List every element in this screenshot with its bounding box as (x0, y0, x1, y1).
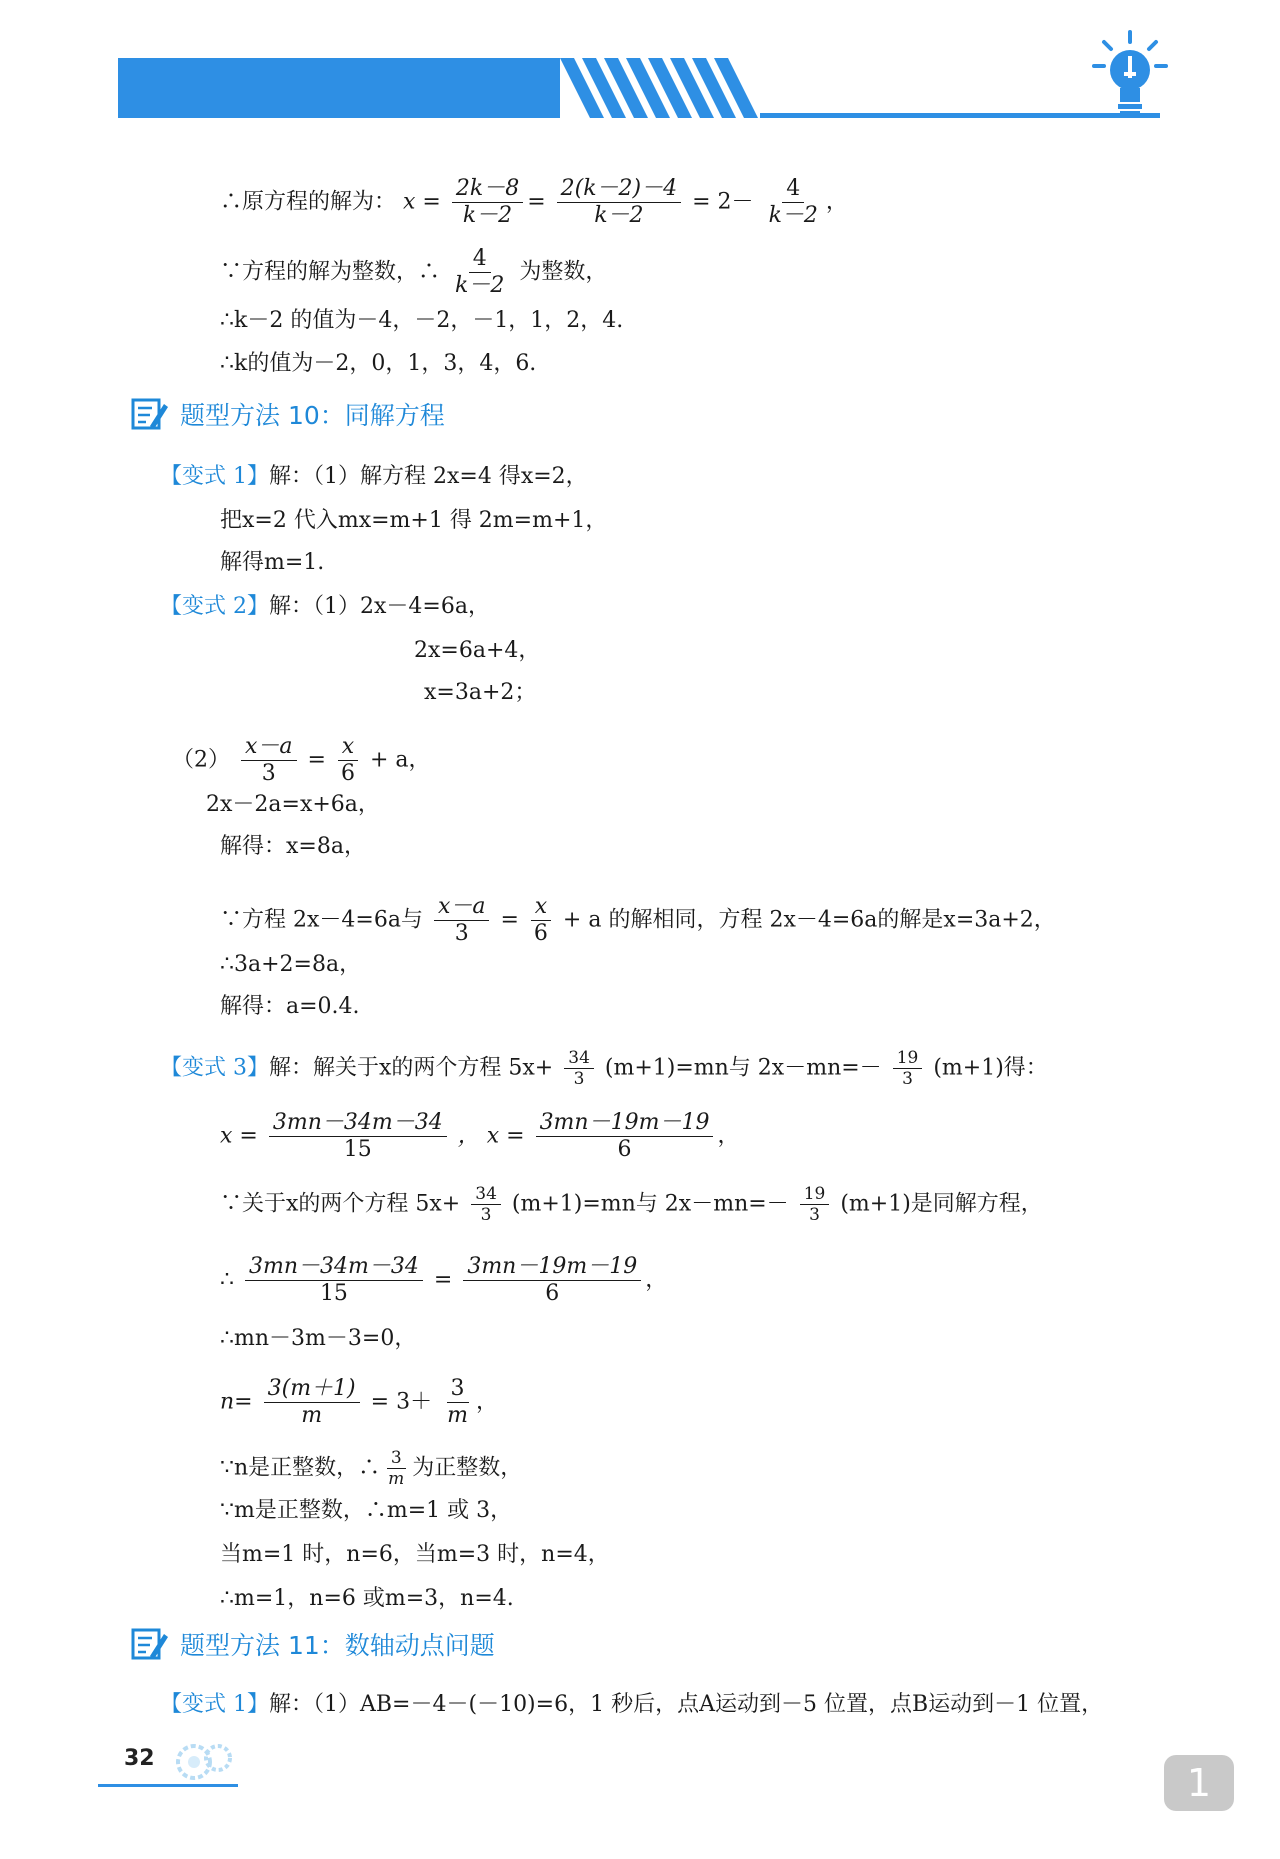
numerator: x (531, 894, 551, 921)
numerator: 3 (387, 1448, 406, 1469)
exercise-text: ∵n是正整数，∴ (220, 1455, 381, 1481)
fraction (269, 1110, 447, 1163)
exercise-text: (m+1)=mn与 2x－mn=－ (511, 1191, 789, 1217)
exercise-line (220, 1110, 739, 1163)
exercise-text: (m+1)是同解方程， (840, 1191, 1043, 1217)
exercise-line: 当m=1 时，n=6，当m=3 时，n=4， (220, 1542, 610, 1567)
solution-text: 为整数， (519, 259, 608, 285)
solution-line: ∴k的值为－2，0，1，3，4，6. (220, 351, 537, 376)
exercise-text: 解：（1）AB=－4－(－10)=6，1 秒后，点A运动到－5 位置，点B运动到－1 位置， (269, 1692, 1104, 1717)
denominator: k－2 (462, 203, 513, 228)
equation-text: ， x = (457, 1123, 525, 1149)
numerator: x－a (241, 734, 297, 761)
numerator: 3 (447, 1376, 469, 1403)
numerator: x (338, 734, 358, 761)
denominator: 6 (533, 921, 548, 946)
numerator: 4 (469, 246, 491, 273)
exercise-text: 解：（1）解方程 2x=4 得x=2， (269, 464, 588, 489)
section-heading-11 (130, 1626, 495, 1662)
notebook-pen-icon (130, 396, 170, 432)
exercise-tag: 【变式 1】 (160, 1692, 269, 1717)
exercise-line: 把x=2 代入mx=m+1 得 2m=m+1， (220, 508, 608, 533)
denominator: 3 (809, 1205, 820, 1225)
exercise-line: ∴m=1，n=6 或m=3，n=4. (220, 1586, 514, 1611)
exercise-text: ∵方程 2x－4=6a与 (220, 907, 423, 933)
exercise-line: 解得：a=0.4. (220, 994, 360, 1019)
exercise-line: 解得：x=8a， (220, 834, 366, 859)
exercise-line: x=3a+2； (424, 680, 537, 705)
fraction (264, 1376, 360, 1429)
equation-text: ， (475, 1389, 498, 1415)
solution-line: ∴原方程的解为： x = $\frac{2k-8}{k-2}$ = $\frac{2(k-2)-4}{k-2}$ = 2－ $\frac{4}{k-2}$ ， (220, 176, 848, 228)
exercise-line: ∵m是正整数，∴m=1 或 3， (220, 1498, 513, 1523)
denominator: m (447, 1403, 468, 1428)
numerator: 34 (471, 1184, 501, 1205)
numerator: 3mn－34m－34 (245, 1254, 423, 1281)
exercise-line (220, 1254, 667, 1307)
exercise-line: ∴3a+2=8a， (220, 952, 362, 977)
denominator: m (388, 1469, 405, 1489)
denominator: 3 (454, 921, 469, 946)
exercise-line: ∴mn－3m－3=0， (220, 1326, 417, 1351)
exercise-line (172, 734, 431, 787)
numerator: 34 (564, 1048, 594, 1069)
fraction (471, 1184, 501, 1225)
exercise-text: (m+1)=mn与 2x－mn=－ (604, 1055, 882, 1081)
fraction (337, 734, 359, 787)
denominator: k－2 (594, 203, 644, 228)
denominator: 6 (617, 1137, 632, 1162)
exercise-text: （2） (172, 747, 230, 773)
denominator: m (301, 1403, 323, 1428)
section-heading-text: 题型方法 11：数轴动点问题 (180, 1631, 495, 1660)
denominator: 3 (261, 761, 276, 786)
fraction (557, 176, 682, 229)
numerator: 19 (893, 1048, 923, 1069)
denominator: 15 (343, 1137, 372, 1162)
section-heading-10 (130, 396, 445, 432)
denominator: 15 (319, 1281, 348, 1306)
exercise-text: 解：（1）2x－4=6a， (269, 594, 490, 619)
equation-text: = (433, 1267, 453, 1293)
numerator: 3mn－34m－34 (269, 1110, 447, 1137)
exercise-tag: 【变式 1】 (160, 464, 269, 489)
header-stripes (560, 58, 760, 118)
numerator: 3mn－19m－19 (463, 1254, 641, 1281)
equation-text: ， (825, 189, 848, 215)
equation-text: + a (562, 907, 602, 933)
equation-text: = (500, 907, 519, 933)
equation-text: + a， (369, 747, 431, 773)
equation-text: ∴ (220, 1267, 234, 1293)
denominator: k－2 (768, 203, 818, 228)
equation-text: n= (220, 1389, 253, 1415)
fraction (530, 894, 552, 947)
exercise-line (160, 592, 490, 622)
fraction (564, 1048, 594, 1089)
denominator: 3 (573, 1069, 585, 1089)
numerator: x－a (434, 894, 490, 921)
exercise-line (220, 894, 1056, 947)
exercise-line: 2x=6a+4， (414, 638, 541, 663)
exercise-tag: 【变式 3】 (160, 1055, 269, 1081)
denominator: k－2 (455, 273, 505, 298)
fraction (765, 176, 822, 229)
page-badge[interactable]: 1 (1164, 1755, 1234, 1811)
exercise-line (160, 1048, 1048, 1089)
page-number-underline (98, 1784, 238, 1787)
denominator: 6 (545, 1281, 560, 1306)
fraction (463, 1254, 641, 1307)
numerator: 3(m＋1) (264, 1376, 360, 1403)
exercise-text: 的解相同，方程 2x－4=6a的解是x=3a+2， (608, 907, 1056, 933)
fraction (452, 176, 523, 229)
equation-text: = (307, 747, 326, 773)
denominator: 3 (902, 1069, 913, 1089)
numerator: 3mn－19m－19 (536, 1110, 714, 1137)
fraction (451, 246, 508, 299)
gear-icon (172, 1738, 238, 1784)
exercise-line (220, 1184, 1043, 1225)
solution-line: ∴k－2 的值为－4，－2，－1，1，2，4. (220, 308, 624, 333)
equation-lhs: x = (403, 189, 441, 215)
lightbulb-icon (1090, 30, 1170, 120)
exercise-line (160, 462, 588, 492)
denominator: 3 (480, 1205, 492, 1225)
exercise-text: 解：解关于x的两个方程 5x+ (269, 1055, 554, 1081)
solution-text: ∴原方程的解为： (220, 189, 397, 215)
fraction (434, 894, 490, 947)
denominator: 6 (340, 761, 355, 786)
exercise-line (220, 1376, 498, 1429)
fraction (443, 1376, 472, 1429)
equation-text: = 3＋ (370, 1389, 433, 1415)
equation-text: x = (220, 1123, 258, 1149)
exercise-text: 为正整数， (412, 1455, 523, 1481)
fraction (893, 1048, 923, 1089)
exercise-line: 2x－2a=x+6a， (206, 792, 380, 817)
equation-text: ， (717, 1123, 740, 1149)
numerator: 2(k－2)－4 (557, 176, 682, 203)
numerator: 19 (800, 1184, 830, 1205)
notebook-pen-icon (130, 1626, 170, 1662)
exercise-text: (m+1)得： (933, 1055, 1048, 1081)
section-heading-text: 题型方法 10：同解方程 (180, 401, 445, 430)
equation-text: = 2－ (692, 189, 754, 215)
fraction (245, 1254, 423, 1307)
exercise-text: ∵关于x的两个方程 5x+ (220, 1191, 461, 1217)
equation-text: ， (645, 1267, 668, 1293)
exercise-line: 解得m=1. (220, 550, 325, 575)
fraction (800, 1184, 830, 1225)
fraction (384, 1448, 408, 1489)
solution-text: ∵方程的解为整数，∴ (220, 259, 441, 285)
exercise-line (160, 1690, 1103, 1720)
exercise-tag: 【变式 2】 (160, 594, 269, 619)
solution-line (220, 246, 607, 299)
exercise-line (220, 1448, 522, 1489)
numerator: 2k－8 (452, 176, 523, 203)
fraction (241, 734, 297, 787)
fraction (536, 1110, 714, 1163)
numerator: 4 (782, 176, 804, 203)
page-number: 32 (124, 1746, 155, 1771)
